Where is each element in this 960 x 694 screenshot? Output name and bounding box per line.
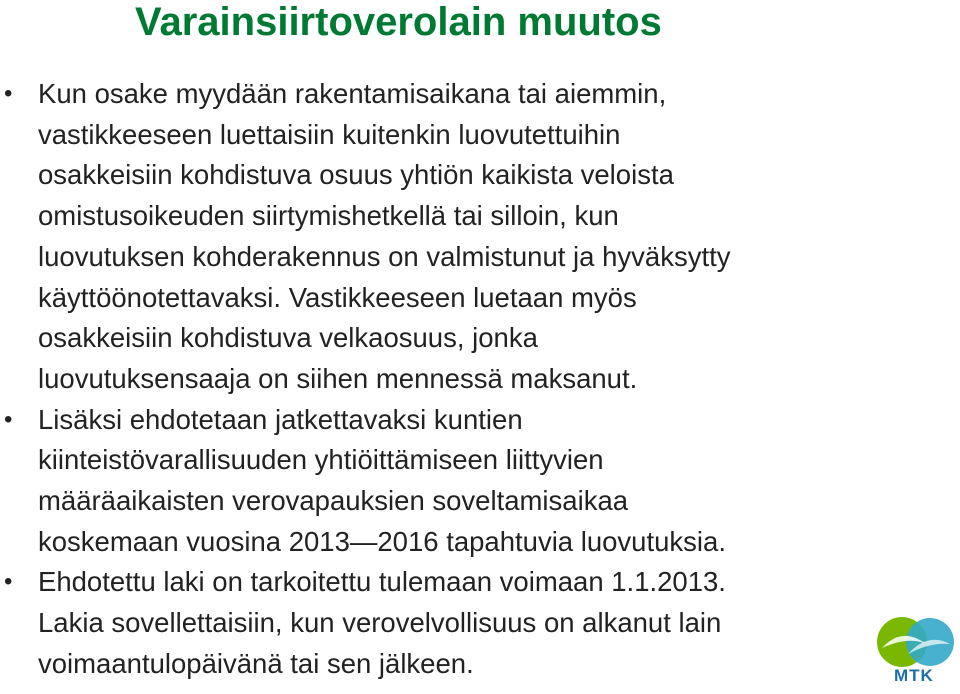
- mtk-logo-icon: [868, 614, 958, 670]
- bullet-1-line-1: • Kun osake myydään rakentamisaikana tai aiemmin,: [38, 78, 667, 109]
- bullet-1-line-5: luovutuksen kohderakennus on valmistunut ja hyväksytty: [38, 240, 731, 272]
- bullet-2-line-1: • Lisäksi ehdotetaan jatkettavaksi kuntien: [38, 403, 523, 435]
- bullet-2-line-2: kiinteistövarallisuuden yhtiöittämiseen liittyvien: [38, 444, 604, 476]
- bullet-3-line-2: Lakia sovellettaisiin, kun verovelvollisuus on alkanut lain: [38, 607, 722, 639]
- bullet-2-line-4: koskemaan vuosina 2013—2016 tapahtuvia luovutuksia.: [38, 525, 726, 557]
- bullet-item-1: [0, 74, 960, 400]
- bullet-1-line-2: vastikkeeseen luettaisiin kuitenkin luovutettuihin: [38, 118, 621, 150]
- logo-text: MTK: [894, 666, 934, 685]
- bullet-1-line-7: osakkeisiin kohdistuva velkaosuus, jonka: [38, 322, 538, 354]
- bullet-1-line-4: omistusoikeuden siirtymishetkellä tai silloin, kun: [38, 200, 619, 232]
- mtk-logo: [868, 614, 958, 694]
- bullet-list: [0, 74, 960, 685]
- bullet-1-line-3: osakkeisiin kohdistuva osuus yhtiön kaikista veloista: [38, 159, 674, 191]
- bullet-3-line-1: • Ehdotettu laki on tarkoitettu tulemaan voimaan 1.1.2013.: [38, 566, 726, 598]
- bullet-2-line-3: määräaikaisten verovapauksien soveltamisaikaa: [38, 485, 629, 517]
- bullet-3-line-3: voimaantulopäivänä tai sen jälkeen.: [38, 647, 474, 679]
- bullet-item-3: [0, 562, 960, 684]
- slide-title: Varainsiirtoverolain muutos: [135, 0, 662, 44]
- bullet-item-2: [0, 400, 960, 563]
- bullet-1-line-8: luovutuksensaaja on siihen mennessä maksanut.: [38, 362, 638, 394]
- bullet-1-line-6: käyttöönotettavaksi. Vastikkeeseen luetaan myös: [38, 281, 637, 313]
